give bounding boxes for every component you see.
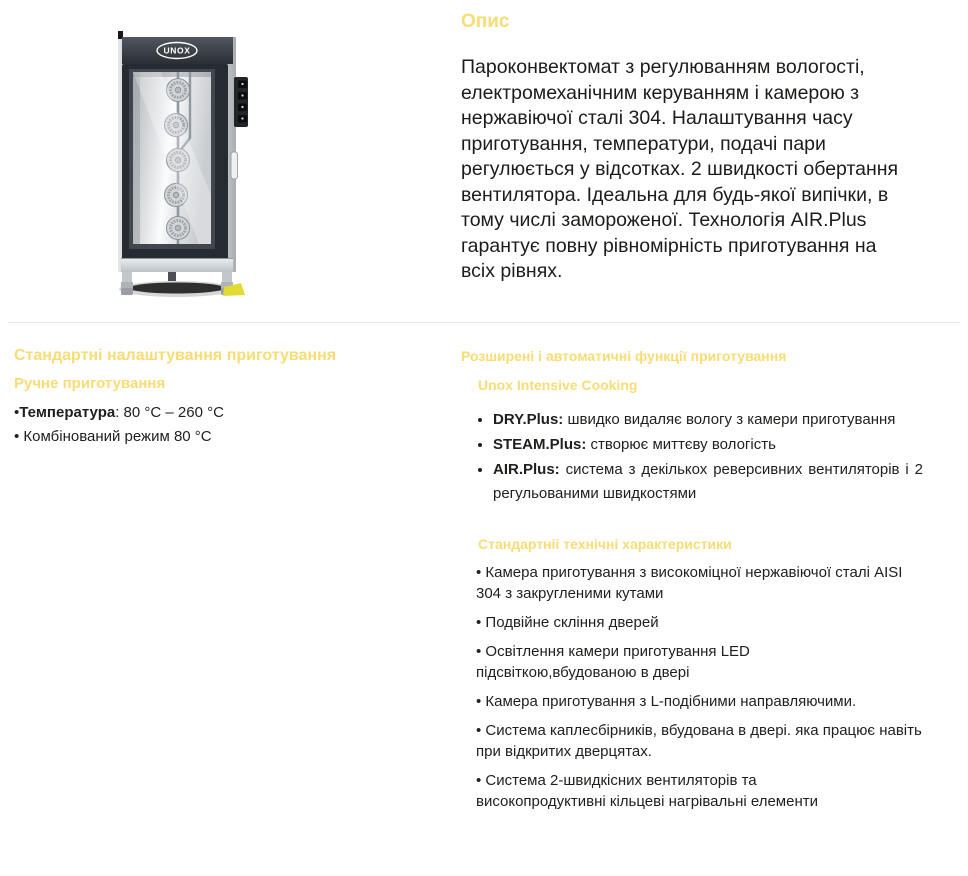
tech-specs-heading: Стандартніі технічні характеристики bbox=[478, 536, 732, 552]
tech-item-led-lighting: • Освітлення камери приготування LED підсвіткою,вбудованою в двері bbox=[476, 643, 750, 681]
tech-item-l-guides: • Камера приготування з L-подібними направляючими. bbox=[476, 693, 857, 710]
standard-settings-section bbox=[14, 340, 446, 447]
feature-desc: швидко видаляє вологу з камери приготування bbox=[567, 411, 896, 428]
bullet: • bbox=[14, 404, 20, 421]
product-image bbox=[95, 25, 265, 315]
feature-air-plus bbox=[493, 458, 923, 506]
temperature-label: Температура bbox=[19, 404, 116, 421]
feature-steam-plus bbox=[493, 433, 923, 457]
oven-door bbox=[122, 64, 228, 266]
section-divider bbox=[8, 322, 960, 323]
feature-name: STEAM.Plus: bbox=[493, 436, 587, 453]
oven-base bbox=[121, 258, 233, 272]
tech-item-drip-system: • Система каплесбірників, вбудована в двері. яка працює навіть при відкритих дверцятах. bbox=[476, 722, 922, 760]
description-body: Пароконвектомат з регулюванням вологості, електромеханічним керуванням і камерою з нержавіючої сталі 304. Налаштування часу приготування, температури, подачі пари регулюється у відсотках. 2 швидкості обертання вентилятора. Ідеальна для будь-якої випічки, в тому числі замороженої. Технологія AIR.Plus гарантує повну рівномірність приготування на всіх рівнях. bbox=[461, 56, 899, 282]
temperature-item bbox=[14, 402, 446, 423]
tech-specs-list bbox=[476, 562, 923, 812]
tech-item-chamber-steel: • Камера приготування з високоміцної нержавіючої сталі AISI 304 з закругленими кутами bbox=[476, 564, 903, 602]
feature-desc: створює миттєву вологість bbox=[590, 436, 776, 453]
tech-item-fan-system: • Система 2-швидкісних вентиляторів та високопродуктивні кільцеві нагрівальні елементи bbox=[476, 772, 818, 810]
brand-logo-text: UNOX bbox=[163, 45, 191, 56]
temperature-value: : 80 °C – 260 °C bbox=[115, 404, 224, 421]
manual-cooking-heading: Ручне приготування bbox=[14, 375, 166, 392]
combi-mode-item: • Комбінований режим 80 °C bbox=[14, 428, 212, 445]
feature-name: AIR.Plus: bbox=[493, 461, 560, 478]
control-knobs bbox=[234, 77, 248, 127]
feature-list bbox=[461, 408, 923, 506]
advanced-functions-heading: Розширені і автоматичні функції приготування bbox=[461, 348, 787, 364]
feature-name: DRY.Plus: bbox=[493, 411, 564, 428]
feature-desc: система з декількох реверсивних вентиляторів і 2 регульованими швидкостями bbox=[493, 461, 924, 502]
oven-illustration bbox=[95, 25, 265, 315]
intensive-cooking-heading: Unox Intensive Cooking bbox=[478, 377, 638, 393]
door-handle bbox=[231, 152, 238, 179]
standard-settings-heading: Стандартні налаштування приготування bbox=[14, 347, 337, 364]
advanced-functions-section bbox=[461, 340, 923, 820]
feature-dry-plus bbox=[493, 408, 923, 432]
description-title: Опис bbox=[461, 11, 510, 32]
tech-item-double-glass: • Подвійне скління дверей bbox=[476, 614, 659, 631]
oven-shadow bbox=[119, 281, 235, 297]
description-section bbox=[461, 10, 913, 285]
